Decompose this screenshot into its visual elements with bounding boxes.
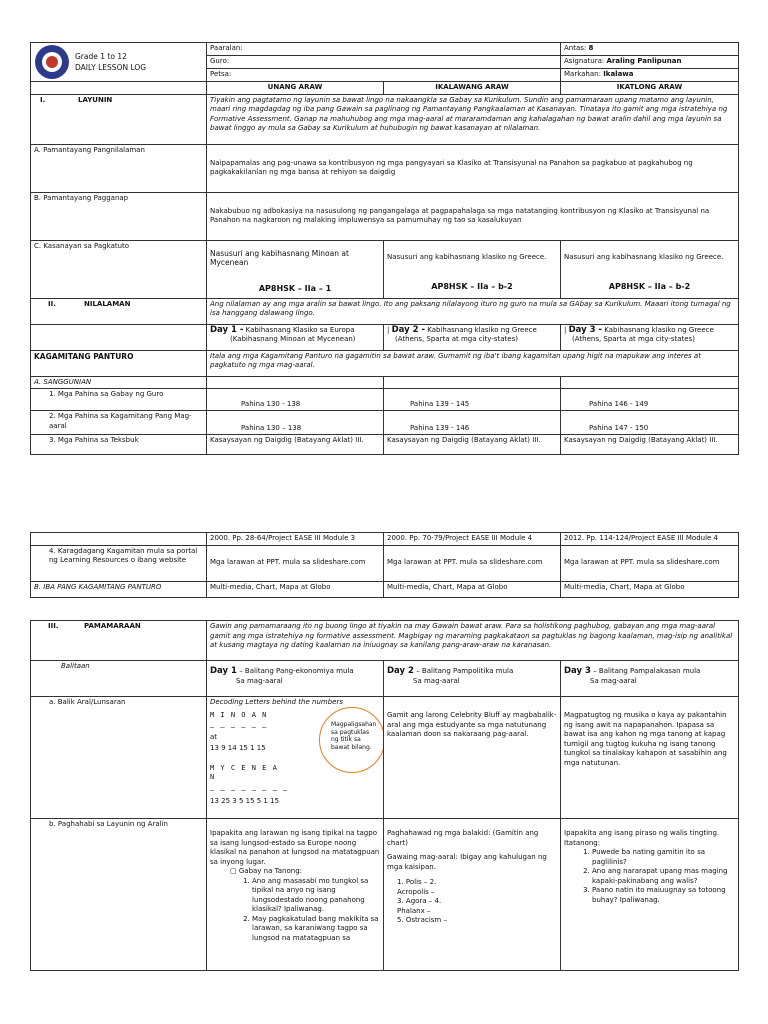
header-logo-cell	[31, 43, 207, 82]
balitaan-day2	[384, 661, 561, 697]
balik-aral-day1	[207, 697, 384, 819]
teksbuk-day1: Kasaysayan ng Daigdig (Batayang Aklat) III.	[207, 435, 384, 455]
asignatura-label: Asignatura:	[564, 57, 605, 65]
pamantayang-pangnilalaman-label: A. Pamantayang Pangnilalaman	[31, 144, 207, 192]
minoan-letters: M I N O A N	[210, 710, 268, 719]
kasanayan-day2	[384, 240, 561, 298]
iba-pang-kagamitan-day2: Multi-media, Chart, Mapa at Globo	[384, 581, 561, 597]
day-header-2: IKALAWANG ARAW	[384, 82, 561, 95]
karagdagang-kagamitan-day2: Mga larawan at PPT. mula sa slideshare.com	[384, 545, 561, 581]
balitaan-day1-sub: Sa mag-aaral	[236, 676, 283, 685]
blank-cell	[31, 82, 207, 95]
balitaan-day3-sub: Sa mag-aaral	[590, 676, 637, 685]
kasanayan-day1	[207, 240, 384, 298]
header-title-1: Grade 1 to 12	[75, 52, 127, 61]
kasanayan-label: C. Kasanayan sa Pagkatuto	[31, 240, 207, 298]
balik-aral-day3: Magpatugtog ng musika o kaya ay pakantahin ng isang awit na napapanahon. Ipapasa sa bawat isa ang kahon ng mga tanong at kapag tumigil ang tugtog kukuha ng isang tanong tungkol sa tinalakay kahapon at sasabihin ang mga natutunan.	[561, 697, 739, 819]
layunin-text: Tiyakin ang pagtatamo ng layunin sa bawat lingo na nakaangkla sa Gabay sa Kurikulum. Sundin ang pamamaraan upang matamo ang layunin, maari ring magdagdag ng iba pang Gawain sa paglinang ng Pamantayang Pangkaalaman at Kasanayan. Tinataya ito gamit ang mga istratehiya ng Formative Assessment. Ganap na mahuhubog ang mga mag-aaral at mararamdaman ang kahalagahan ng bawat aralin dahil ang mga layunin sa bawat linggo ay mula sa Gabay sa Kurikulum at huhubugin ng bawat kasanayan at nilalaman.	[207, 94, 739, 144]
paghahabi-day1-q2: 2. May pagkakatulad bang makikita sa larawan, sa karaniwang tagpo sa lungsod na matatagpuan sa	[252, 915, 380, 944]
karagdagang-kagamitan-day3: Mga larawan at PPT. mula sa slideshare.com	[561, 545, 739, 581]
blank-cell	[31, 533, 207, 546]
paghahabi-day3-q3: 3. Paano natin ito maiuugnay sa totoong buhay? Ipaliwanag.	[592, 886, 735, 905]
mycenean-n: N	[210, 773, 216, 781]
kagamitang-pang-mag-aaral-day3: Pahina 147 - 150	[561, 411, 739, 435]
nilalaman-label: NILALAMAN	[84, 299, 131, 308]
paghahabi-day2-text-b: Gawaing mag-aaral: Ibigay ang kahulugan ng mga kaisipan.	[387, 853, 547, 871]
pamantayang-pagganap-label: B. Pamantayang Pagganap	[31, 192, 207, 240]
mycenean-letters: M Y C E N E A	[210, 763, 278, 772]
nilalaman-day1-label: Day 1 -	[210, 324, 244, 335]
balitaan-day2-sub: Sa mag-aaral	[413, 676, 460, 685]
paghahabi-day1-q1: 1. Ano ang masasabi mo tungkol sa tipikal na anyo ng isang lungsodestado noong panahong klasikal? Ipaliwanag.	[252, 877, 380, 915]
kaisipan-5: 5. Ostracism –	[397, 916, 447, 924]
gabay-na-tanong: Gabay na Tanong:	[238, 867, 302, 875]
markahan-field	[561, 69, 739, 82]
kagamitang-pang-mag-aaral-day1: Pahina 130 – 138	[207, 411, 384, 435]
balitaan-label: Balitaan	[31, 661, 207, 697]
pamamaraan-num: III.	[48, 622, 59, 630]
teksbuk-day2: Kasaysayan ng Daigdig (Batayang Aklat) III.	[384, 435, 561, 455]
paghahabi-label: b. Paghahabi sa Layunin ng Aralin	[31, 819, 207, 971]
layunin-heading	[31, 94, 207, 144]
kaisipan-3: 3. Agora – 4.	[397, 897, 442, 905]
balitaan-day3	[561, 661, 739, 697]
kagamitan-text: Itala ang mga Kagamitang Panturo na gagamitin sa bawat araw. Gumamit ng iba't ibang kagamitan upang higit na mapukaw ang interes at pagkatuto ng mga mag-aaral.	[207, 350, 739, 376]
minoan-blanks: — — — — — —	[210, 723, 268, 731]
mycenean-numbers: 13 25 3 5 15 5 1 15	[210, 797, 280, 805]
gabay-guro-day2: Pahina 139 - 145	[384, 389, 561, 411]
blank-cell	[207, 376, 384, 389]
antas-value: 8	[588, 44, 594, 52]
balitaan-day3-text: – Balitang Pampalakasan mula	[593, 667, 701, 675]
dll-table-page2	[30, 532, 739, 598]
blank-cell	[31, 324, 207, 350]
dll-table-pamamaraan	[30, 620, 739, 971]
kasanayan-day2-text: Nasusuri ang kabihasnang klasiko ng Greece.	[387, 252, 547, 261]
nilalaman-day3-label: Day 3 -	[568, 324, 603, 335]
pamantayang-pagganap-text: Nakabubuo ng adbokasiya na nasusulong ng pangangalaga at pagpapahalaga sa mga natatanging kontribusyon ng Klasiko at Transisyunal na Panahon na nagkaroon ng malaking impluwensya sa pamumuhay ng tao sa kasalukuyan	[207, 192, 739, 240]
pamamaraan-text: Gawin ang pamamaraang ito ng buong lingo at tiyakin na may Gawain bawat araw. Para sa holistikong paghubog, gabayan ang mga mag-aaral gamit ang mga istratehiya ng formative assessment. Magbigay ng maraming pagkakataon sa pagtuklas ng bagong kaalaman, mag-isip ng analitikal at kusang magtaya ng dating kaalaman na iniuugnay sa kanilang pang-araw-araw na karanasan.	[207, 621, 739, 661]
markahan-label: Markahan:	[564, 70, 601, 78]
gabay-guro-day3: Pahina 146 - 149	[561, 389, 739, 411]
nilalaman-day3-topic: Kabihasnang klasiko ng Greece	[604, 325, 714, 334]
minoan-numbers: 13 9 14 15 1 15	[210, 744, 266, 752]
nilalaman-day1	[207, 324, 384, 350]
karagdagang-kagamitan-day1: Mga larawan at PPT. mula sa slideshare.com	[207, 545, 384, 581]
balitaan-day2-text: – Balitang Pampolitika mula	[416, 667, 514, 675]
nilalaman-day1-topic: Kabihasnang Klasiko sa Europa	[245, 325, 355, 334]
paaralan-label: Paaralan:	[207, 43, 561, 56]
petsa-label: Petsa:	[207, 69, 561, 82]
asignatura-field	[561, 56, 739, 69]
iba-pang-kagamitan-day1: Multi-media, Chart, Mapa at Globo	[207, 581, 384, 597]
pamantayang-pangnilalaman-text: Naipapamalas ang pag-unawa sa kontribusyon ng mga pangyayari sa Klasiko at Transisyunal na Panahon sa pagkabuo at pagkahubog ng pagkakakilanlan ng mga bansa at rehiyon sa daigdig	[207, 144, 739, 192]
sanggunian-label: A. SANGGUNIAN	[31, 376, 207, 389]
paghahabi-day3-q2: 2. Ano ang nararapat upang mas maging kapaki-pakinabang ang walis?	[592, 867, 735, 886]
mycenean-blanks: — — — — — — — —	[210, 785, 289, 794]
layunin-num: I.	[40, 95, 46, 104]
balik-aral-day2: Gamit ang larong Celebrity Bluff ay magbabalik-aral ang mga estudyante sa mga natutunang kaalaman doon sa nakaraang pag-aaral.	[384, 697, 561, 819]
kagamitan-label: KAGAMITANG PANTURO	[31, 350, 207, 376]
kagamitang-pang-mag-aaral-label: 2. Mga Pahina sa Kagamitang Pang Mag-aaral	[31, 411, 207, 435]
nilalaman-day3-sub: (Athens, Sparta at mga city-states)	[572, 335, 695, 343]
gabay-guro-label: 1. Mga Pahina sa Gabay ng Guro	[31, 389, 207, 411]
kasanayan-day3-text: Nasusuri ang kabihasnang klasiko ng Greece.	[564, 252, 724, 261]
balik-aral-label: a. Balik Aral/Lunsaran	[31, 697, 207, 819]
paghahabi-day3	[561, 819, 739, 971]
nilalaman-day2: | Day 2 - Kabihasnang klasiko ng Greece (Athens, Sparta at mga city-states)	[384, 324, 561, 350]
antas-field	[561, 43, 739, 56]
karagdagang-kagamitan-label: 4. Karagdagang Kagamitan mula sa portal ng Learning Resources o ibang website	[31, 545, 207, 581]
balitaan-day1	[207, 661, 384, 697]
nilalaman-num: II.	[48, 299, 56, 308]
kaisipan-2: Acropolis –	[397, 887, 435, 896]
markahan-value: Ikalawa	[603, 70, 634, 78]
blank-cell	[561, 376, 739, 389]
blank-cell	[384, 376, 561, 389]
balitaan-day3-label: Day 3	[564, 666, 591, 676]
kagamitang-pang-mag-aaral-day2: Pahina 139 - 146	[384, 411, 561, 435]
decoding-note: Magpaligsahan sa pagtuklas ng titik sa bawat bilang.	[331, 721, 377, 751]
paghahabi-day2	[384, 819, 561, 971]
paghahabi-day2-text: Paghahawad ng mga balakid: (Gamitin ang chart)	[387, 829, 539, 847]
nilalaman-day2-sub: (Athens, Sparta at mga city-states)	[395, 335, 518, 343]
day-header-1: UNANG ARAW	[207, 82, 384, 95]
kasanayan-day1-text: Nasusuri ang kabihasnang Minoan at Mycenean	[210, 248, 349, 267]
deped-seal-icon	[35, 45, 69, 79]
minoan-at: at	[210, 732, 218, 741]
teksbuk-label: 3. Mga Pahina sa Teksbuk	[31, 435, 207, 455]
balitaan-day2-label: Day 2	[387, 666, 414, 676]
paghahabi-day1-text: Ipapakita ang larawan ng isang tipikal na tagpo sa isang lungsod-estado sa Europe noong klasikal na panahon at lungsod na matatagpuan sa inyong lugar.	[210, 829, 380, 866]
paghahabi-day3-text: Ipapakita ang isang piraso ng walis tingting. Itatanong:	[564, 829, 720, 847]
teksbuk-cont-day3: 2012. Pp. 114-124/Project EASE III Module 4	[561, 533, 739, 546]
kasanayan-day3	[561, 240, 739, 298]
nilalaman-day2-topic: Kabihasnang klasiko ng Greece	[427, 325, 537, 334]
layunin-label: LAYUNIN	[78, 95, 113, 104]
gabay-guro-day1: Pahina 130 - 138	[207, 389, 384, 411]
nilalaman-day3: | Day 3 - Kabihasnang klasiko ng Greece (Athens, Sparta at mga city-states)	[561, 324, 739, 350]
kasanayan-day3-code: AP8HSK – IIa – b-2	[608, 282, 691, 291]
iba-pang-kagamitan-label: B. IBA PANG KAGAMITANG PANTURO	[31, 581, 207, 597]
guro-label: Guro:	[207, 56, 561, 69]
nilalaman-text: Ang nilalaman ay ang mga aralin sa bawat lingo. Ito ang paksang nilalayong ituro ng guro na mula sa GAbay sa Kurikulum. Maaari itong tumagal ng isa hanggang dalawang lingo.	[207, 298, 739, 324]
asignatura-value: Araling Panlipunan	[606, 57, 682, 65]
pamamaraan-heading	[31, 621, 207, 661]
nilalaman-heading	[31, 298, 207, 324]
teksbuk-day3: Kasaysayan ng Daigdig (Batayang Aklat) III.	[561, 435, 739, 455]
teksbuk-cont-day2: 2000. Pp. 70-79/Project EASE III Module 4	[384, 533, 561, 546]
kasanayan-day2-code: AP8HSK – IIa – b-2	[431, 282, 513, 291]
kaisipan-4: Phalanx –	[397, 906, 431, 915]
kaisipan-1: 1. Polis – 2.	[397, 878, 437, 886]
iba-pang-kagamitan-day3: Multi-media, Chart, Mapa at Globo	[561, 581, 739, 597]
pamamaraan-label: PAMAMARAAN	[84, 622, 141, 630]
paghahabi-day3-q1: 1. Puwede ba nating gamitin ito sa paglilinis?	[592, 848, 735, 867]
dll-table-page1	[30, 42, 739, 455]
nilalaman-day1-sub: (Kabihasnang Minoan at Mycenean)	[230, 335, 356, 343]
balitaan-day1-label: Day 1	[210, 666, 237, 676]
nilalaman-day2-label: Day 2 -	[391, 324, 426, 335]
kasanayan-day1-code: AP8HSK – IIa – 1	[258, 283, 332, 293]
header-title-2: DAILY LESSON LOG	[75, 63, 147, 72]
day-header-3: IKATLONG ARAW	[561, 82, 739, 95]
teksbuk-cont-day1: 2000. Pp. 28-64/Project EASE III Module 3	[207, 533, 384, 546]
balitaan-day1-text: – Balitang Pang-ekonomiya mula	[239, 667, 354, 675]
checkbox-icon: ▢	[230, 867, 237, 875]
decoding-title: Decoding Letters behind the numbers	[210, 698, 343, 706]
paghahabi-day1	[207, 819, 384, 971]
antas-label: Antas:	[564, 44, 587, 52]
